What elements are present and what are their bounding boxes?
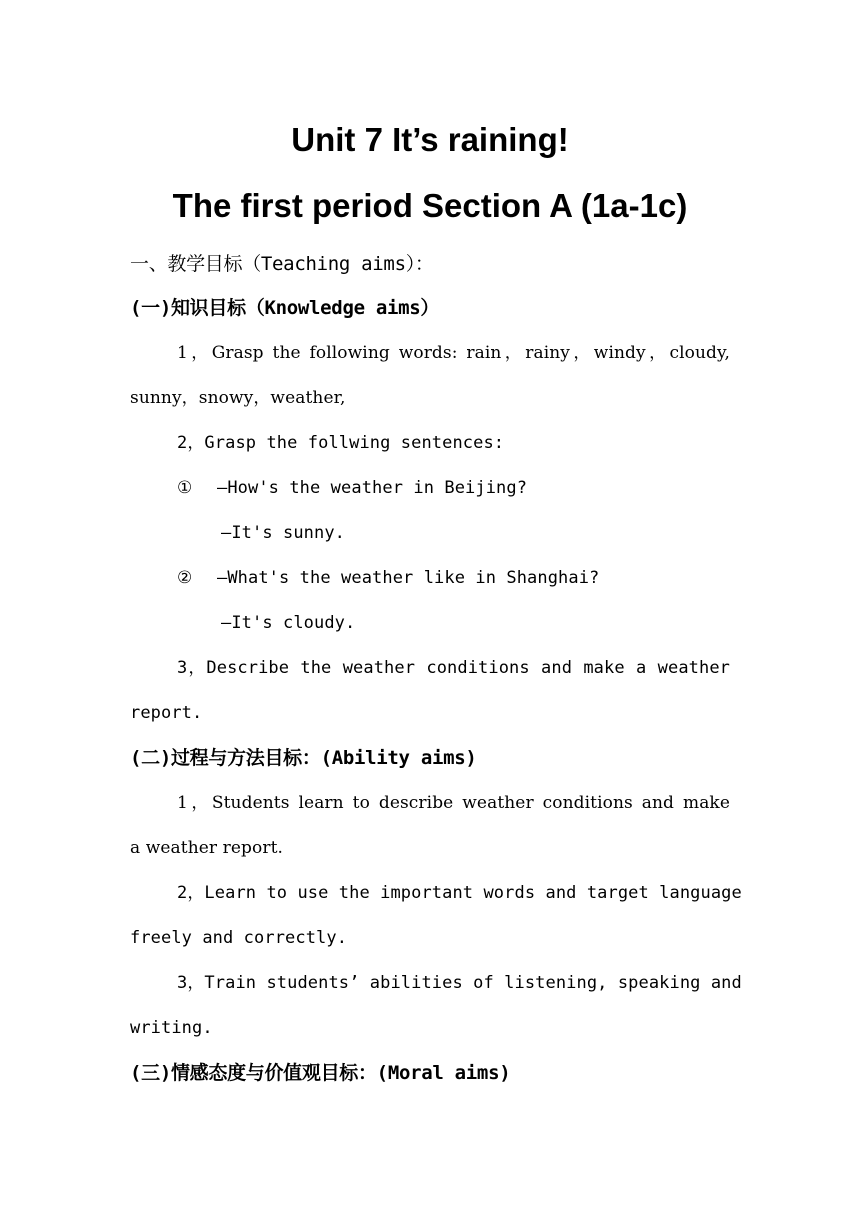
- question-2-text: —What's the weather like in Shanghai?: [217, 568, 600, 588]
- circled-number-2: ②: [177, 568, 193, 588]
- subheading-knowledge-aims: (一)知识目标（Knowledge aims）: [130, 297, 440, 319]
- ability-item-3-line-2: writing.: [130, 1018, 213, 1038]
- question-1-text: —How's the weather in Beijing?: [217, 478, 528, 498]
- knowledge-item-2: 2，Grasp the follwing sentences:: [177, 433, 505, 453]
- circled-number-1: ①: [177, 478, 193, 498]
- dialogue-question-1: [130, 466, 730, 511]
- knowledge-item-1-line-1: 1，Grasp the following words: rain，rainy，windy，cloudy,: [177, 343, 730, 363]
- ability-item-1-line-2: a weather report.: [130, 838, 284, 858]
- section-heading-teaching-aims: 一、教学目标（Teaching aims）：: [130, 253, 434, 275]
- ability-item-2-line-1: 2，Learn to use the important words and target language: [177, 883, 742, 903]
- knowledge-item-3-line-1: 3，Describe the weather conditions and make a weather: [177, 658, 730, 678]
- document-subtitle: The first period Section A (1a-1c): [172, 187, 688, 224]
- knowledge-item-1-line-2: sunny，snowy，weather,: [130, 388, 346, 408]
- dialogue-question-2: [130, 556, 730, 601]
- document-page: [130, 112, 742, 1096]
- knowledge-item-3-line-2: report.: [130, 703, 203, 723]
- dialogue-answer-2: —It's cloudy.: [221, 613, 356, 633]
- subheading-ability-aims: (二)过程与方法目标：(Ability aims): [130, 747, 477, 769]
- ability-item-3-line-1: 3，Train students’ abilities of listening, speaking and: [177, 973, 742, 993]
- ability-item-2-line-2: freely and correctly.: [130, 928, 348, 948]
- dialogue-answer-1: —It's sunny.: [221, 523, 346, 543]
- subheading-moral-aims: (三)情感态度与价值观目标：(Moral aims): [130, 1062, 511, 1084]
- document-title: Unit 7 It’s raining!: [291, 121, 569, 158]
- ability-item-1-line-1: 1，Students learn to describe weather conditions and make: [177, 793, 730, 813]
